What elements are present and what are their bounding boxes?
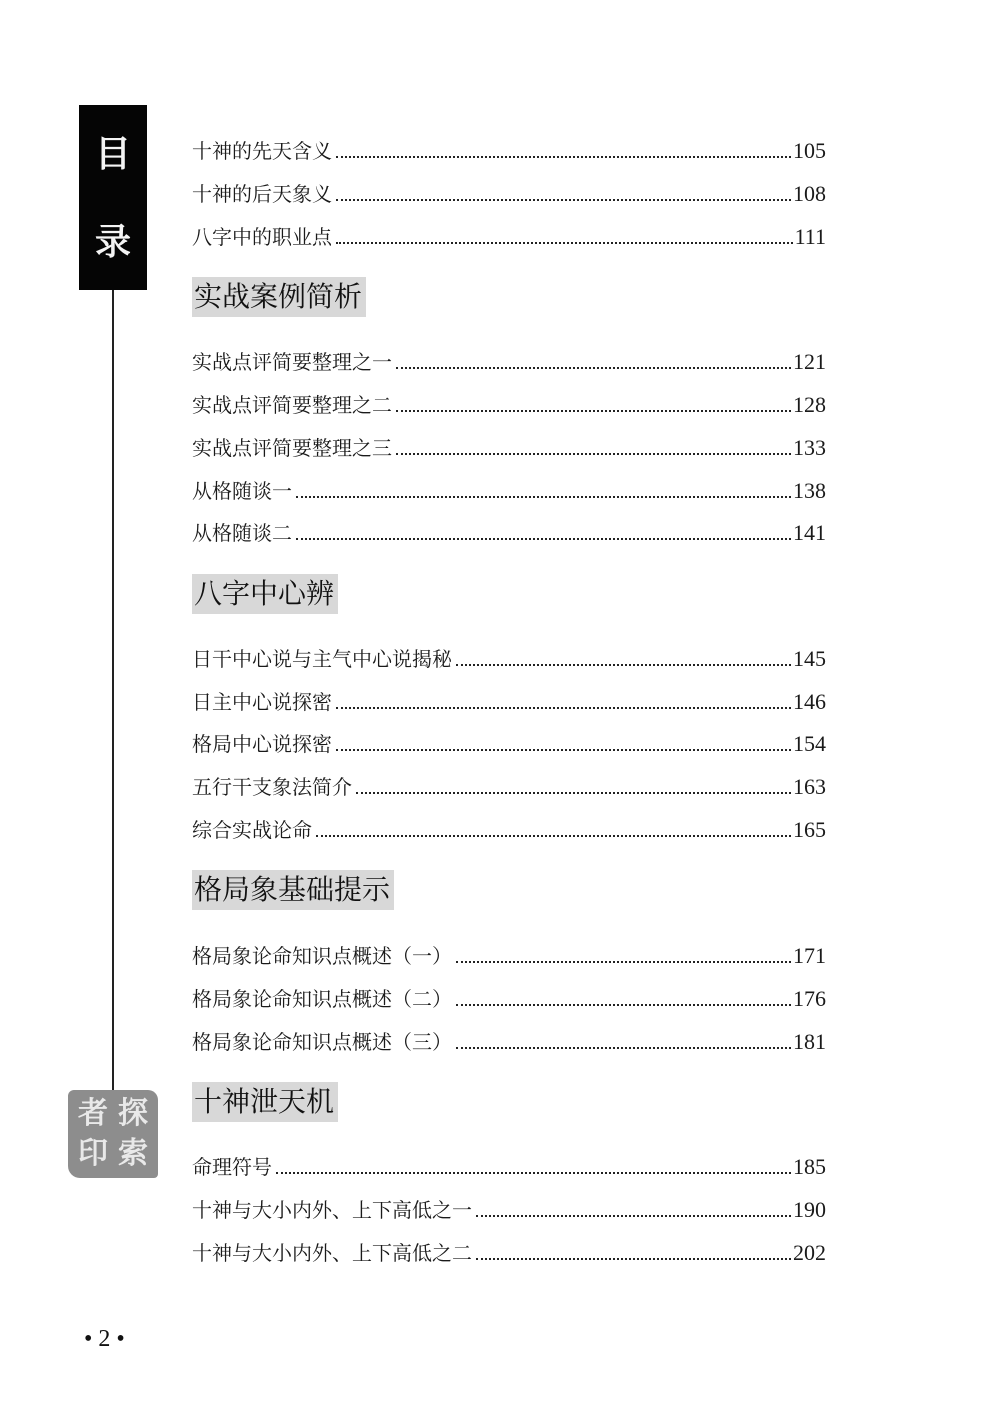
toc-entry[interactable]	[192, 1236, 826, 1266]
entry-title: 十神与大小内外、上下高低之二	[192, 1241, 472, 1265]
dot-leader	[296, 537, 791, 540]
seal-char: 印	[78, 1136, 108, 1171]
entry-title: 综合实战论命	[192, 818, 312, 842]
entry-page: 111	[794, 224, 826, 249]
dot-leader	[356, 791, 791, 794]
seal-stamp-icon	[68, 1090, 158, 1178]
toc-entry[interactable]	[192, 1025, 826, 1055]
dot-leader	[396, 452, 791, 455]
seal-char: 探	[118, 1096, 148, 1131]
side-tab-char: 录	[94, 222, 131, 263]
dot-leader	[296, 495, 791, 498]
entry-page: 185	[793, 1154, 826, 1179]
entry-title: 十神与大小内外、上下高低之一	[192, 1198, 472, 1222]
dot-leader	[336, 241, 793, 244]
vertical-divider-line	[112, 290, 114, 1090]
entry-page: 108	[793, 181, 826, 206]
dot-leader	[336, 155, 791, 158]
dot-leader	[476, 1257, 791, 1260]
entry-page: 202	[793, 1240, 826, 1265]
entry-page: 181	[793, 1029, 826, 1054]
entry-title: 八字中的职业点	[192, 225, 332, 249]
toc-entry[interactable]	[192, 1193, 826, 1223]
dot-leader	[476, 1214, 791, 1217]
entry-page: 163	[793, 774, 826, 799]
entry-page: 121	[793, 349, 826, 374]
entry-title: 格局象论命知识点概述（二）	[192, 987, 452, 1011]
dot-leader	[456, 663, 791, 666]
entry-title: 日主中心说探密	[192, 690, 332, 714]
toc-entry[interactable]	[192, 727, 826, 757]
entry-title: 十神的后天象义	[192, 182, 332, 206]
entry-page: 171	[793, 943, 826, 968]
section-heading: 格局象基础提示	[192, 870, 394, 910]
toc-entry[interactable]	[192, 813, 826, 843]
dot-leader	[456, 960, 791, 963]
entry-title: 从格随谈二	[192, 521, 292, 545]
toc-entry[interactable]	[192, 345, 826, 375]
entry-page: 165	[793, 817, 826, 842]
entry-title: 格局象论命知识点概述（一）	[192, 944, 452, 968]
entry-page: 133	[793, 435, 826, 460]
toc-entry[interactable]	[192, 516, 826, 546]
entry-title: 实战点评简要整理之三	[192, 436, 392, 460]
section-heading: 实战案例简析	[192, 277, 366, 317]
section-heading: 十神泄天机	[192, 1082, 338, 1122]
entry-title: 实战点评简要整理之一	[192, 350, 392, 374]
dot-leader	[316, 834, 791, 837]
dot-leader	[456, 1003, 791, 1006]
entry-page: 190	[793, 1197, 826, 1222]
entry-title: 命理符号	[192, 1155, 272, 1179]
dot-leader	[336, 198, 791, 201]
toc-entry[interactable]	[192, 982, 826, 1012]
dot-leader	[336, 706, 791, 709]
toc-entry[interactable]	[192, 388, 826, 418]
section-heading: 八字中心辨	[192, 574, 338, 614]
entry-title: 日干中心说与主气中心说揭秘	[192, 647, 452, 671]
entry-page: 154	[793, 731, 826, 756]
dot-leader	[396, 366, 791, 369]
toc-entry[interactable]	[192, 939, 826, 969]
seal-char: 者	[78, 1096, 108, 1131]
toc-side-tab	[79, 105, 147, 290]
dot-leader	[276, 1171, 791, 1174]
entry-page: 146	[793, 689, 826, 714]
side-tab-char: 目	[94, 134, 131, 175]
dot-leader	[336, 748, 791, 751]
toc-entry[interactable]	[192, 431, 826, 461]
entry-page: 141	[793, 520, 826, 545]
toc-entry[interactable]	[192, 642, 826, 672]
seal-char: 索	[118, 1136, 148, 1171]
entry-title: 十神的先天含义	[192, 139, 332, 163]
dot-leader	[456, 1046, 791, 1049]
entry-page: 105	[793, 138, 826, 163]
toc-entry[interactable]	[192, 220, 826, 250]
dot-leader	[396, 409, 791, 412]
entry-title: 格局象论命知识点概述（三）	[192, 1030, 452, 1054]
toc-entry[interactable]	[192, 685, 826, 715]
entry-title: 五行干支象法简介	[192, 775, 352, 799]
entry-title: 实战点评简要整理之二	[192, 393, 392, 417]
entry-title: 格局中心说探密	[192, 732, 332, 756]
toc-entry[interactable]	[192, 770, 826, 800]
toc-entry[interactable]	[192, 474, 826, 504]
page-number: • 2 •	[84, 1326, 125, 1352]
entry-page: 128	[793, 392, 826, 417]
toc-entry[interactable]	[192, 177, 826, 207]
entry-page: 138	[793, 478, 826, 503]
entry-title: 从格随谈一	[192, 479, 292, 503]
toc-entry[interactable]	[192, 1150, 826, 1180]
toc-entry[interactable]	[192, 134, 826, 164]
entry-page: 176	[793, 986, 826, 1011]
entry-page: 145	[793, 646, 826, 671]
